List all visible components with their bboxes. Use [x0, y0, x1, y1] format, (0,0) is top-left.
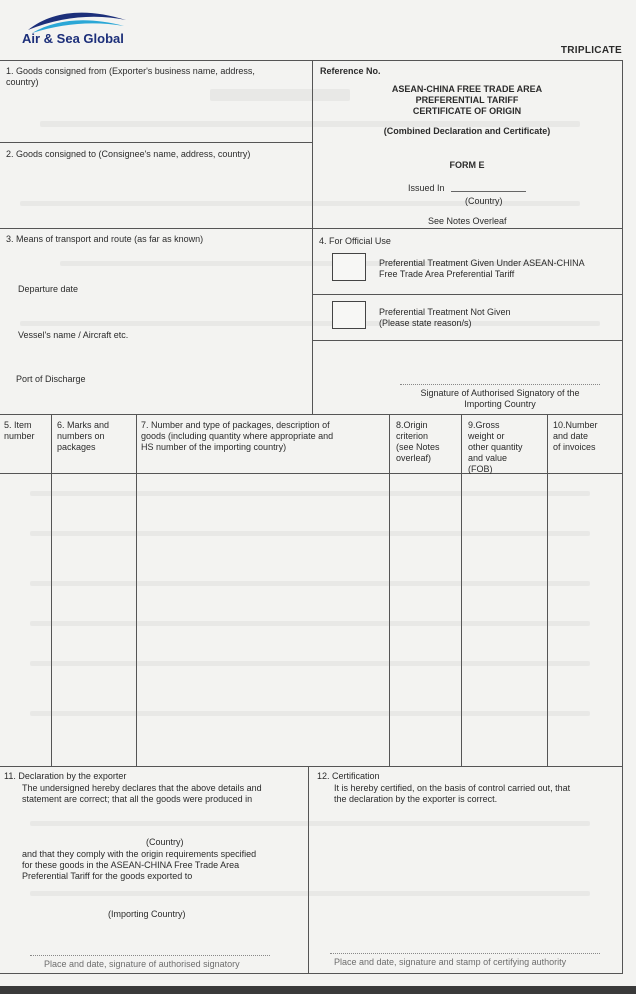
- certification-text: It is hereby certified, on the basis of control carried out, that the declaration by the exporter is correct.: [334, 783, 571, 804]
- box1-exporter-label: 1. Goods consigned from (Exporter's business name, address, country): [6, 66, 255, 87]
- certificate-title: ASEAN-CHINA FREE TRADE AREA PREFERENTIAL TARIFF CERTIFICATE OF ORIGIN: [391, 84, 543, 116]
- box11-declaration-label: 11. Declaration by the exporter: [4, 771, 127, 781]
- page-bottom-edge: [0, 986, 636, 994]
- treatment-given-checkbox[interactable]: [332, 253, 366, 281]
- treatment-not-given-label: Preferential Treatment Not Given (Please state reason/s): [379, 307, 511, 328]
- declaration-country-label: (Country): [146, 837, 184, 847]
- col-item-number: 5. Item number: [4, 420, 35, 441]
- authorised-signature-label: Signature of Authorised Signatory of the Importing Country: [420, 388, 580, 409]
- logo-text: Air & Sea Global: [22, 31, 124, 46]
- col-gross-weight: 9.Gross weight or other quantity and value (FOB): [468, 420, 523, 474]
- box4-official-use-label: 4. For Official Use: [319, 236, 391, 246]
- reference-no-label: Reference No.: [320, 66, 381, 76]
- copy-label: TRIPLICATE: [560, 45, 622, 56]
- box2-consignee-label: 2. Goods consigned to (Consignee's name, address, country): [6, 149, 251, 159]
- importing-country-label: (Importing Country): [108, 909, 186, 919]
- box3-transport-label: 3. Means of transport and route (as far as known): [6, 234, 204, 244]
- declaration-text-2: and that they comply with the origin requirements specified for these goods in the ASEAN-CHINA Free Trade Area Preferential Tariff for the goods exported to: [22, 849, 257, 881]
- vessel-name-label: Vessel's name / Aircraft etc.: [18, 330, 129, 340]
- box12-certification-label: 12. Certification: [317, 771, 380, 781]
- issued-country-label: (Country): [465, 196, 503, 206]
- authority-signature-label: Place and date, signature and stamp of certifying authority: [334, 957, 567, 967]
- certificate-form: [0, 60, 623, 974]
- port-discharge-label: Port of Discharge: [16, 374, 86, 384]
- form-name: FORM E: [449, 160, 485, 170]
- declaration-text-1: The undersigned hereby declares that the above details and statement are correct; that all the goods were produced in: [22, 783, 262, 804]
- col-origin-criterion: 8.Origin criterion (see Notes overleaf): [396, 420, 440, 463]
- issued-in-label: Issued In: [408, 183, 445, 193]
- treatment-not-given-checkbox[interactable]: [332, 301, 366, 329]
- treatment-given-label: Preferential Treatment Given Under ASEAN-CHINA Free Trade Area Preferential Tariff: [379, 258, 585, 279]
- see-notes-label: See Notes Overleaf: [428, 216, 507, 226]
- departure-date-label: Departure date: [18, 284, 79, 294]
- exporter-signature-label: Place and date, signature of authorised signatory: [44, 959, 240, 969]
- col-invoices: 10.Number and date of invoices: [553, 420, 598, 452]
- certificate-subtitle: (Combined Declaration and Certificate): [383, 126, 551, 136]
- col-marks-numbers: 6. Marks and numbers on packages: [57, 420, 110, 452]
- col-description: 7. Number and type of packages, description of goods (including quantity where appropriate and HS number of the importing country): [141, 420, 334, 452]
